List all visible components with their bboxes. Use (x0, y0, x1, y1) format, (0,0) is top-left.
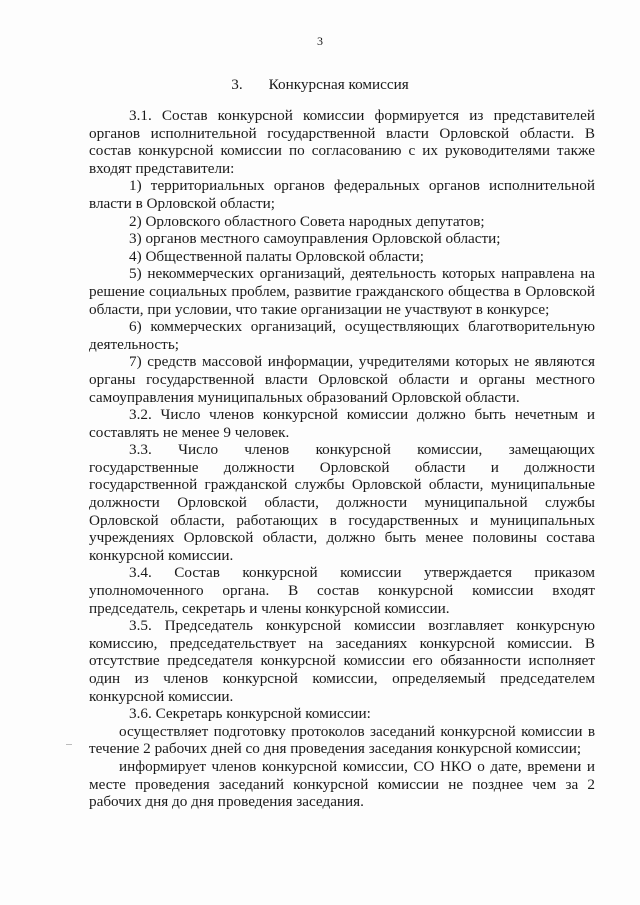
page-number: 3 (317, 34, 323, 48)
paragraph-3-5: 3.5. Председатель конкурсной комиссии возглавляет конкурсную комиссию, председательствует на заседаниях конкурсной комиссии. В отсутствие председателя конкурсной комиссии его обязанности исполняет один из членов конкурсной комиссии, определяемый председателем конкурсной комиссии. (89, 617, 595, 705)
list-item-7: 7) средств массовой информации, учредителями которых не являются органы государственной власти Орловской области и органы местного самоуправления муниципальных образований Орловской области. (89, 353, 595, 406)
paragraph-3-4: 3.4. Состав конкурсной комиссии утверждается приказом уполномоченного органа. В состав конкурсной комиссии входят председатель, секретарь и члены конкурсной комиссии. (89, 564, 595, 617)
list-item-4: 4) Общественной палаты Орловской области; (129, 247, 424, 265)
paragraph-3-6: 3.6. Секретарь конкурсной комиссии: (129, 705, 371, 723)
paragraph-3-1: 3.1. Состав конкурсной комиссии формируется из представителей органов исполнительной государственной власти Орловской области. В состав конкурсной комиссии по согласованию с их руководителями также входят представители: (89, 107, 595, 177)
section-title: Конкурсная комиссия (268, 76, 409, 93)
list-item-5: 5) некоммерческих организаций, деятельность которых направлена на решение социальных проблем, развитие гражданского общества в Орловской области, при условии, что такие организации не участвуют в конкурсе; (89, 265, 595, 318)
secretary-duty-protocols: осуществляет подготовку протоколов заседаний конкурсной комиссии в течение 2 рабочих дней со дня проведения заседания конкурсной комиссии; (89, 722, 595, 758)
section-number: 3. (231, 76, 243, 93)
list-item-6: 6) коммерческих организаций, осуществляющих благотворительную деятельность; (89, 318, 595, 353)
secretary-duty-notifications: информирует членов конкурсной комиссии, СО НКО о дате, времени и месте проведения заседаний конкурсной комиссии не позднее чем за 2 рабочих дня до дня проведения заседания. (89, 757, 595, 811)
paragraph-3-2: 3.2. Число членов конкурсной комиссии должно быть нечетным и составлять не менее 9 человек. (89, 406, 595, 441)
list-item-3: 3) органов местного самоуправления Орловской области; (129, 230, 501, 248)
list-item-1: 1) территориальных органов федеральных органов исполнительной власти в Орловской области; (89, 177, 595, 212)
section-heading (0, 76, 640, 94)
document-body (89, 107, 595, 811)
list-item-2: 2) Орловского областного Совета народных депутатов; (129, 212, 485, 230)
scan-artifact (66, 744, 72, 745)
paragraph-3-3: 3.3. Число членов конкурсной комиссии, замещающих государственные должности Орловской области и должности государственной гражданской службы Орловской области, муниципальные должности Орловской области, должности муниципальной службы Орловской области, работающих в государственных и муниципальных учреждениях Орловской области, должно быть менее половины состава конкурсной комиссии. (89, 441, 595, 564)
